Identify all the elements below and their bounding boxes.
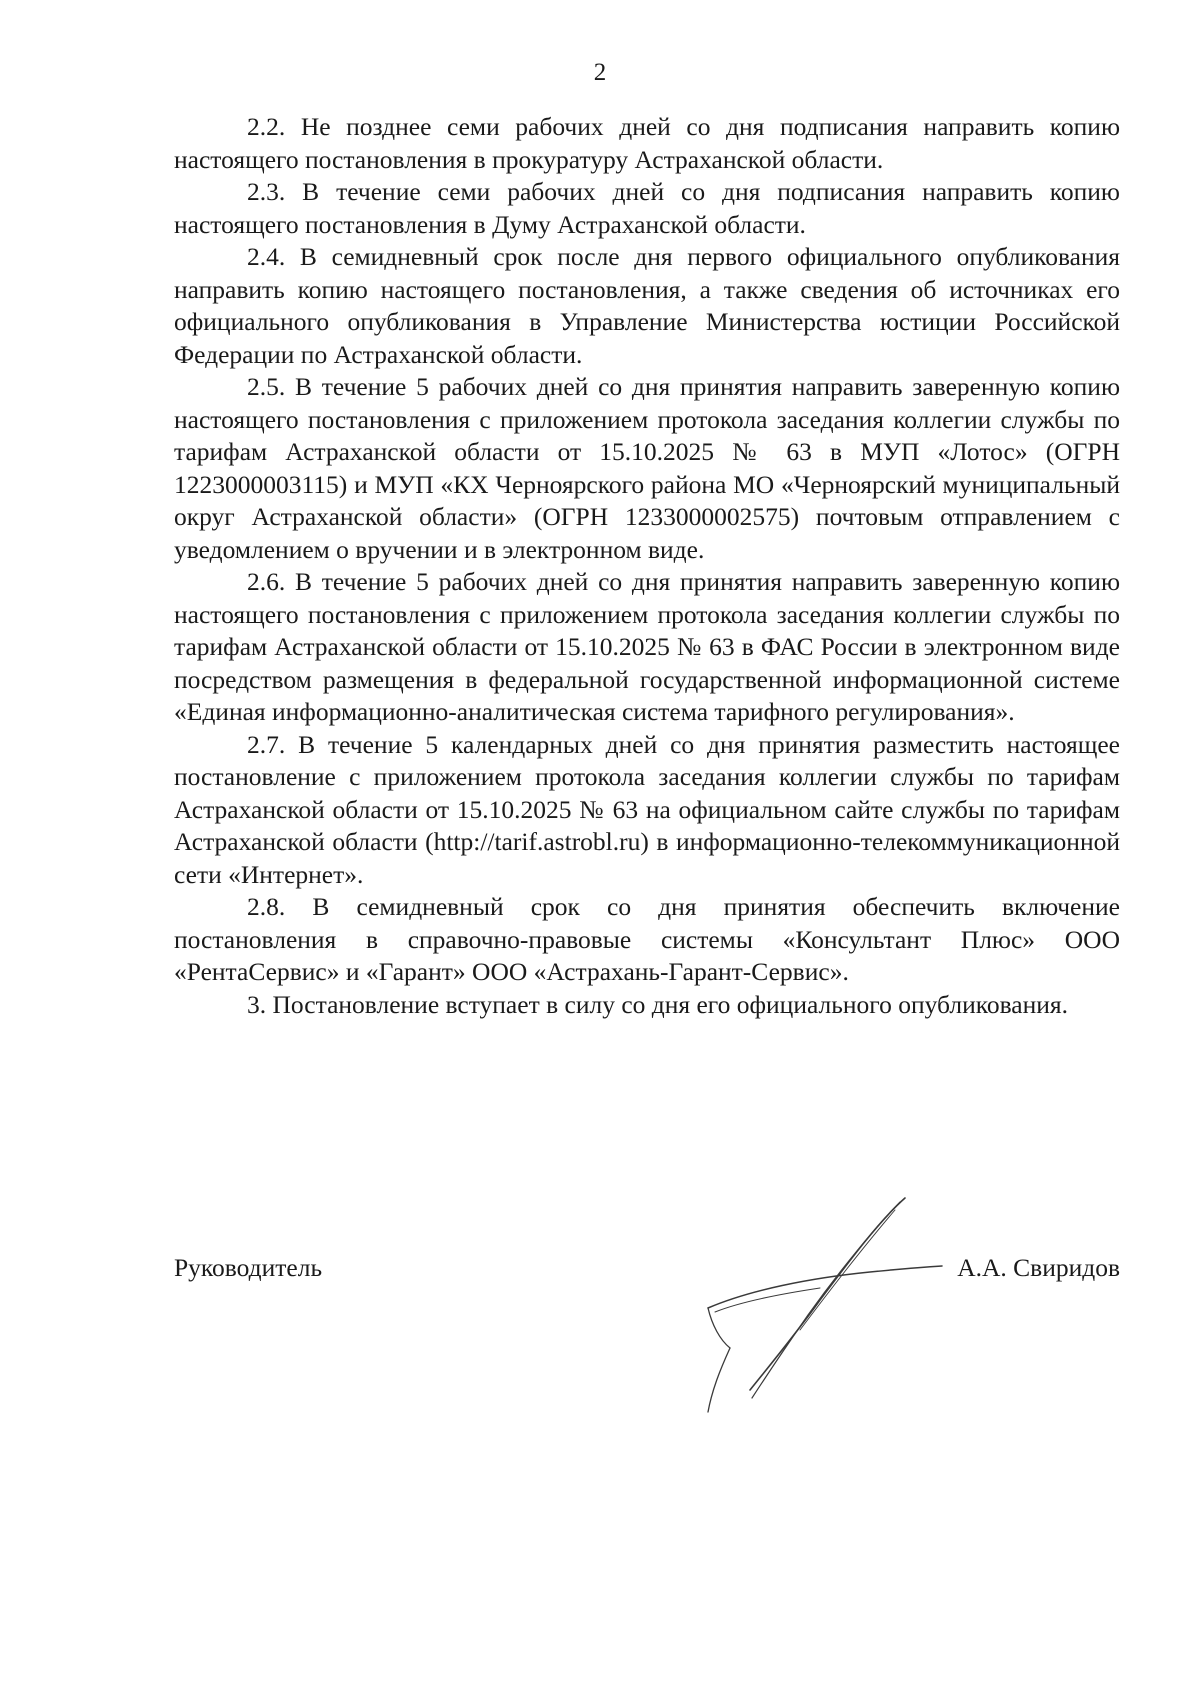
paragraph-2-3: 2.3. В течение семи рабочих дней со дня подписания направить копию настоящего постановления в Думу Астраханской области.: [174, 177, 1120, 239]
paragraph-2-7: 2.7. В течение 5 календарных дней со дня принятия разместить настоящее постановление с приложением протокола заседания коллегии службы по тарифам Астраханской области от 15.10.2025 № 63 на официальном сайте службы по тарифам Астраханской области (http://tarif.astrobl.ru) в информационно-телекоммуникационной сети «Интернет».: [174, 729, 1120, 889]
paragraph-2-2: 2.2. Не позднее семи рабочих дней со дня подписания направить копию настоящего постановления в прокуратуру Астраханской области.: [174, 112, 1120, 174]
paragraph-2-5: 2.5. В течение 5 рабочих дней со дня принятия направить заверенную копию настоящего постановления с приложением протокола заседания коллегии службы по тарифам Астраханской области от 15.10.2025 № 63 в МУП «Лотос» (ОГРН 1223000003115) и МУП «КХ Черноярского района МО «Черноярский муниципальный округ Астраханской области» (ОГРН 1233000002575) почтовым отправлением с уведомлением о вручении и в электронном виде.: [174, 372, 1120, 564]
signer-position: Руководитель: [174, 1253, 323, 1282]
paragraph-2-6: 2.6. В течение 5 рабочих дней со дня принятия направить заверенную копию настоящего постановления с приложением протокола заседания коллегии службы по тарифам Астраханской области от 15.10.2025 № 63 в ФАС России в электронном виде посредством размещения в федеральной государственной информационной системе «Единая информационно-аналитическая система тарифного регулирования».: [174, 567, 1120, 726]
paragraph-2-8: 2.8. В семидневный срок со дня принятия обеспечить включение постановления в справочно-правовые системы «Консультант Плюс» ООО «РентаСервис» и «Гарант» ООО «Астрахань-Гарант-Сервис».: [174, 892, 1120, 986]
handwritten-signature: [690, 1190, 950, 1420]
page-number: 2: [593, 59, 607, 86]
signature-block: [174, 1252, 1120, 1288]
paragraph-2-4: 2.4. В семидневный срок после дня первого официального опубликования направить копию настоящего постановления, а также сведения об источниках его официального опубликования в Управление Министерства юстиции Российской Федерации по Астраханской области.: [174, 242, 1120, 369]
signer-name: А.А. Свиридов: [957, 1253, 1120, 1282]
document-body: [174, 111, 1120, 1021]
paragraph-3: 3. Постановление вступает в силу со дня его официального опубликования.: [247, 989, 1068, 1019]
